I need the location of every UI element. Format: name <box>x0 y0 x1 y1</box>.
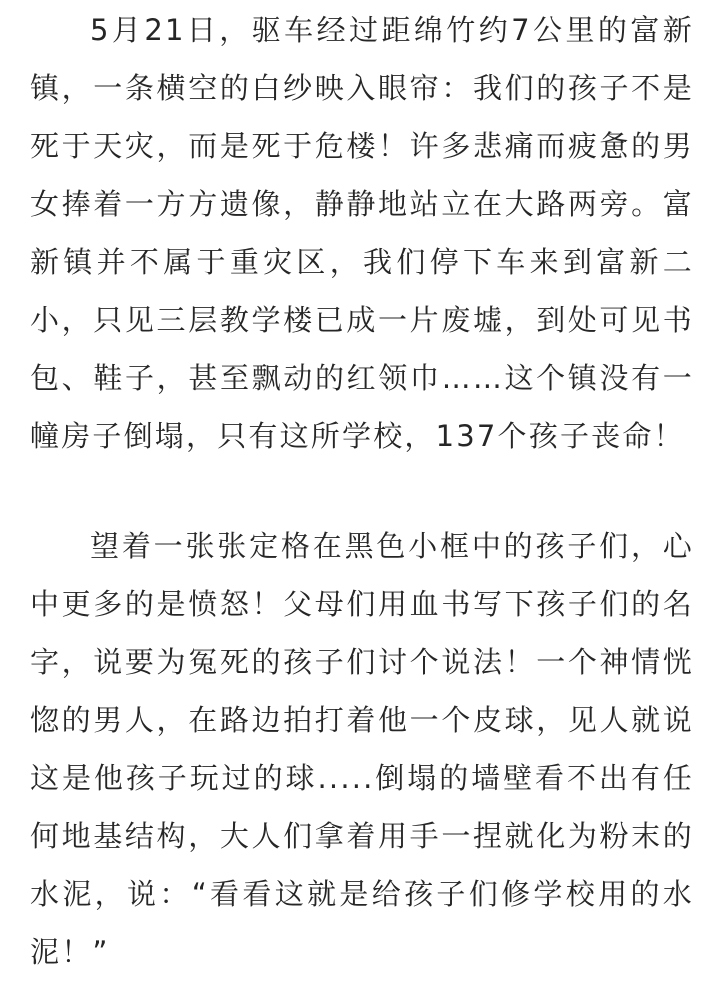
paragraph-parents-anger: 望着一张张定格在黑色小框中的孩子们，心中更多的是愤怒！父母们用血书写下孩子们的名字，说要为冤死的孩子们讨个说法！一个神情恍惚的男人，在路边拍打着他一个皮球，见人就说这是他孩子玩过的球.....倒塌的墙壁看不出有任何地基结构，大人们拿着用手一捏就化为粉末的水泥，说：“看看这就是给孩子们修学校用的水泥！” <box>30 529 694 969</box>
paragraph-fuxin-town: 5月21日，驱车经过距绵竹约7公里的富新镇，一条横空的白纱映入眼帘：我们的孩子不是死于天灾，而是死于危楼！许多悲痛而疲惫的男女捧着一方方遗像，静静地站立在大路两旁。富新镇并不属于重灾区，我们停下车来到富新二小，只见三层教学楼已成一片废墟，到处可见书包、鞋子，甚至飘动的红领巾……这个镇没有一幢房子倒塌，只有这所学校，137个孩子丧命！ <box>30 13 694 453</box>
article-body <box>30 0 694 981</box>
